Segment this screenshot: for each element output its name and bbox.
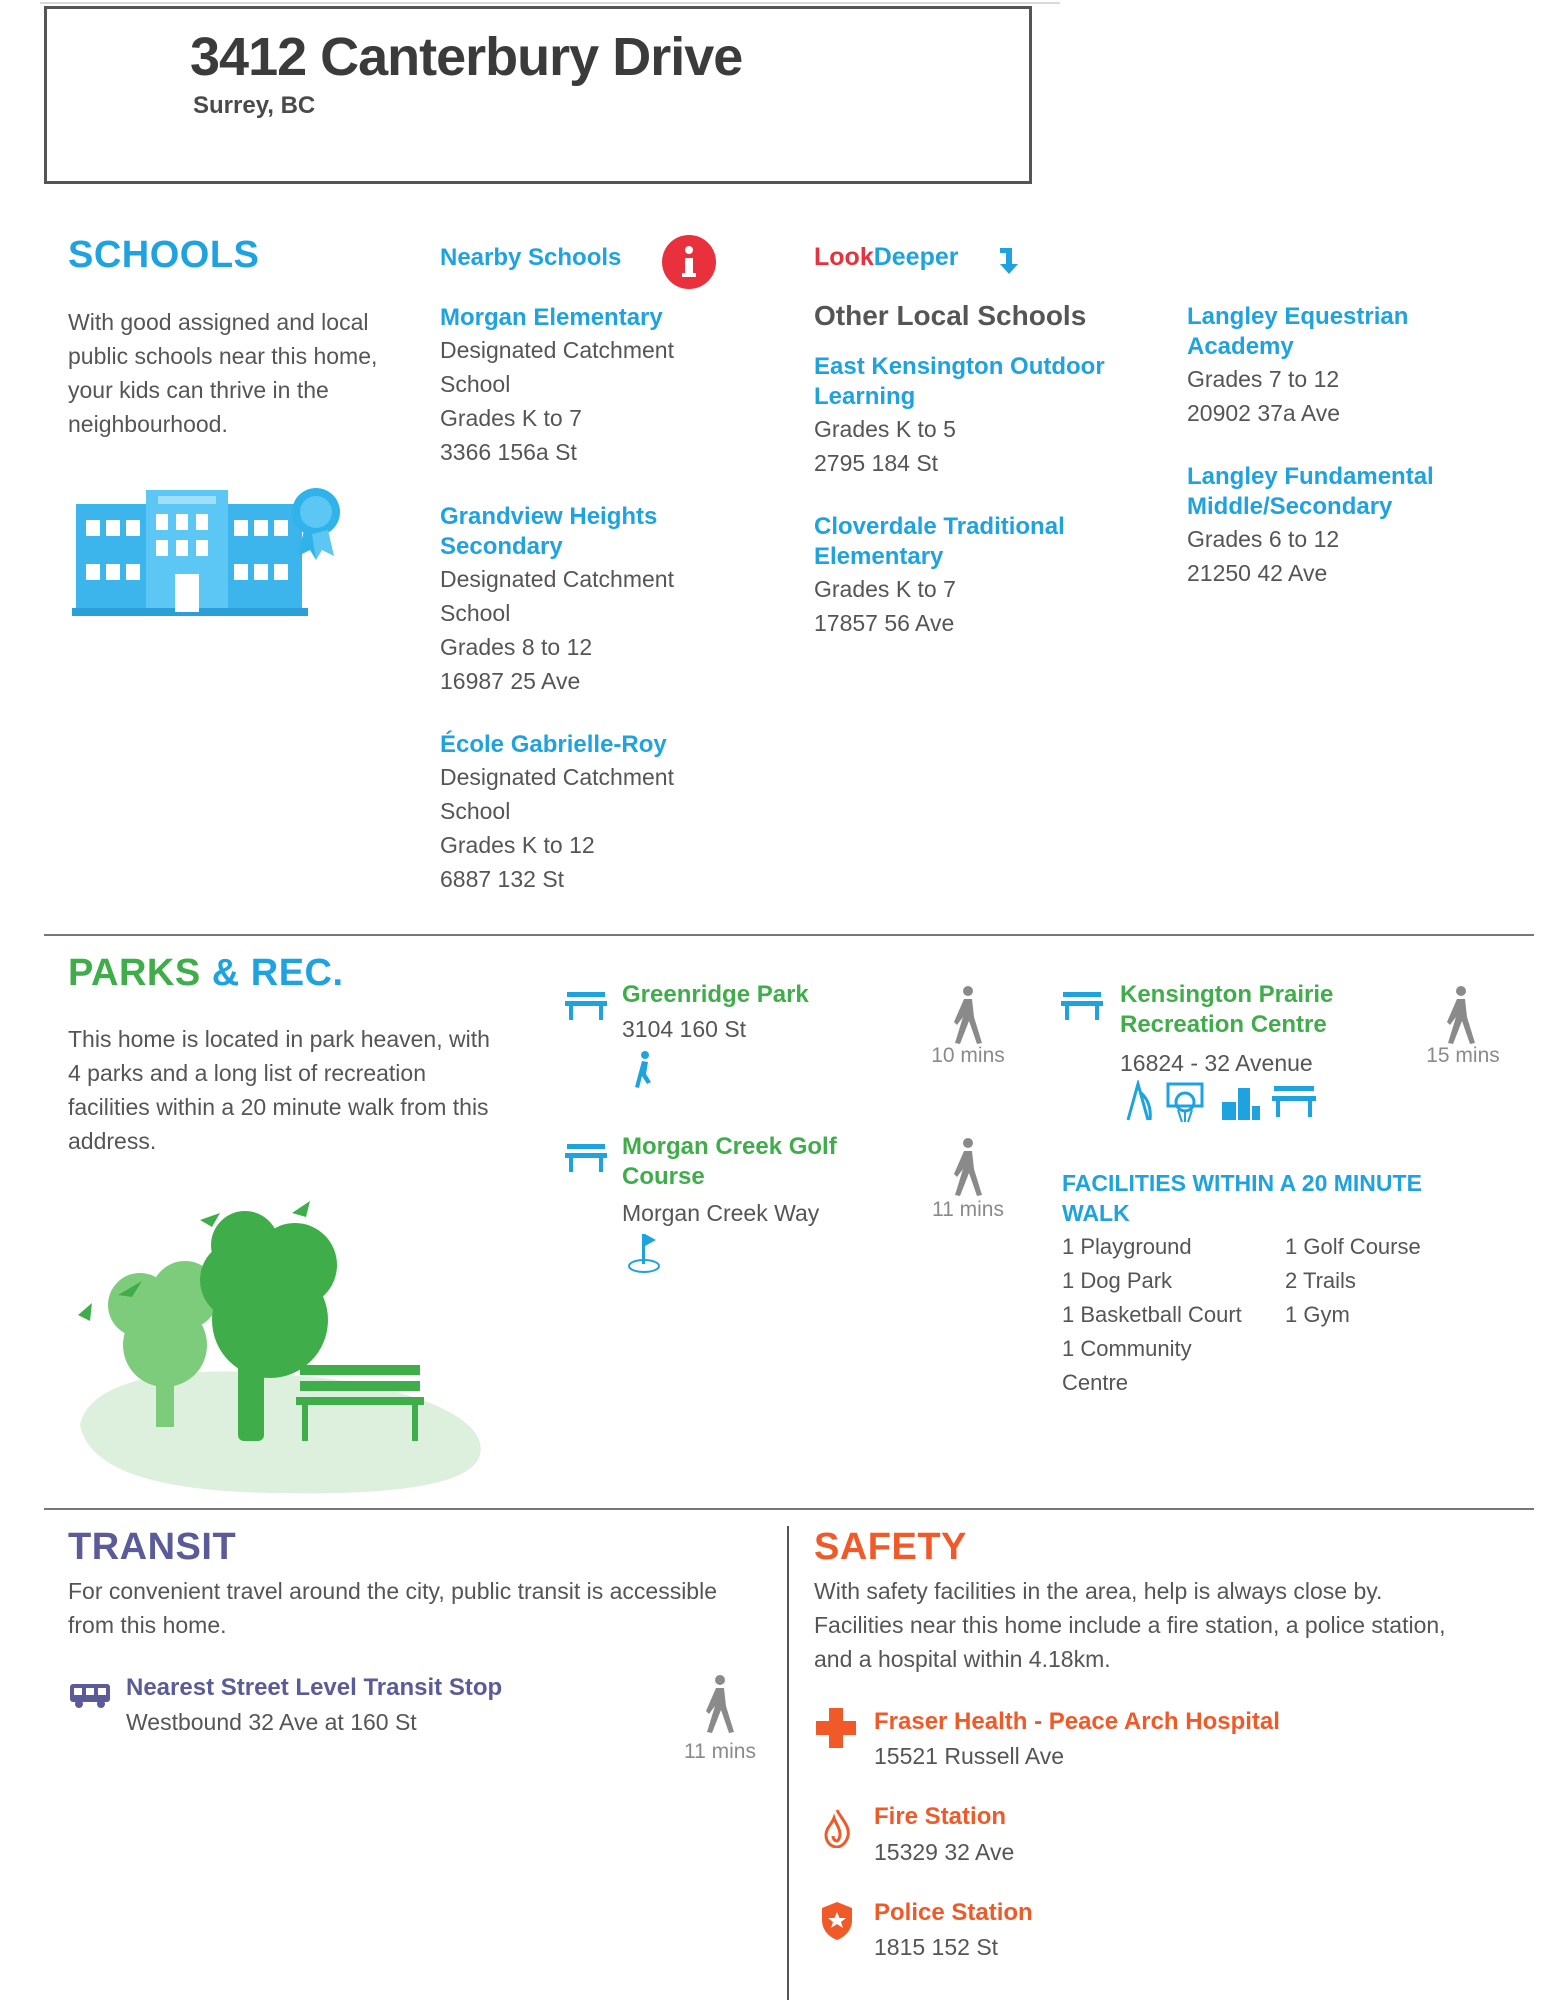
school-line: 17857 56 Ave <box>814 610 955 636</box>
school-line: 16987 25 Ave <box>440 668 581 694</box>
school-line: School <box>440 600 511 626</box>
parks-title <box>68 952 344 995</box>
school-line: 21250 42 Ave <box>1187 560 1328 586</box>
school-line: Grades K to 12 <box>440 832 595 858</box>
parks-title-a: PARKS <box>68 952 201 994</box>
school-line: 2795 184 St <box>814 450 939 476</box>
school-line: 3366 156a St <box>440 439 577 465</box>
school-line: Grades 8 to 12 <box>440 634 593 660</box>
park-name-block[interactable] <box>622 1132 837 1192</box>
school-line: Grades K to 7 <box>814 576 956 602</box>
school-name[interactable]: Langley Fundamental <box>1187 463 1434 490</box>
park-name-block[interactable] <box>1120 980 1333 1040</box>
school-name[interactable]: Langley Equestrian <box>1187 303 1409 330</box>
school-line: 6887 132 St <box>440 866 565 892</box>
other-schools-title: Other Local Schools <box>814 300 1087 331</box>
school-name[interactable]: Learning <box>814 383 916 410</box>
walk-time: 10 mins <box>931 1044 1005 1067</box>
nearby-schools-title: Nearby Schools <box>440 244 622 271</box>
safety-description <box>814 1574 1514 1676</box>
walk-time: 11 mins <box>684 1740 756 1763</box>
walking-icon <box>948 1137 988 1197</box>
school-name[interactable]: Elementary <box>814 543 944 570</box>
school-line: 20902 37a Ave <box>1187 400 1341 426</box>
transit-stop-title[interactable]: Nearest Street Level Transit Stop <box>126 1674 503 1701</box>
look-deeper-logo[interactable] <box>814 243 958 272</box>
safety-item-name[interactable]: Police Station <box>874 1899 1033 1926</box>
safety-item-name[interactable]: Fraser Health - Peace Arch Hospital <box>874 1708 1280 1735</box>
facilities-col-2 <box>1285 1230 1505 1332</box>
running-icon <box>632 1050 654 1090</box>
school-name[interactable]: Grandview Heights <box>440 503 658 530</box>
arrow-down-icon <box>996 244 1022 276</box>
other-school-1 <box>814 352 1154 480</box>
transit-stop-address: Westbound 32 Ave at 160 St <box>126 1709 417 1735</box>
park-address: Morgan Creek Way <box>622 1200 820 1226</box>
park-name[interactable]: Greenridge Park <box>622 981 809 1008</box>
school-line: Grades 6 to 12 <box>1187 526 1340 552</box>
park-illustration <box>70 1185 490 1505</box>
school-line: Grades K to 7 <box>440 405 582 431</box>
safety-item-address: 15329 32 Ave <box>874 1839 1015 1865</box>
other-school-4 <box>1187 462 1507 590</box>
school-line: Designated Catchment <box>440 566 674 592</box>
other-school-3 <box>1187 302 1507 430</box>
facility-icons <box>1124 1080 1324 1124</box>
park-address: 3104 160 St <box>622 1016 747 1042</box>
top-rule <box>40 2 1060 4</box>
column-divider <box>787 1526 789 2000</box>
safety-item-address: 1815 152 St <box>874 1934 999 1960</box>
other-school-2 <box>814 512 1154 640</box>
section-divider <box>44 1508 1534 1510</box>
school-name[interactable]: Secondary <box>440 533 563 560</box>
facilities-col-1 <box>1062 1230 1277 1400</box>
section-divider <box>44 934 1534 936</box>
walk-time: 15 mins <box>1426 1044 1500 1067</box>
facility-item: 1 Playground <box>1062 1234 1192 1259</box>
walking-icon <box>948 985 988 1045</box>
park-address: 16824 - 32 Avenue <box>1120 1050 1313 1076</box>
school-name[interactable]: Academy <box>1187 333 1294 360</box>
school-line: Grades 7 to 12 <box>1187 366 1340 392</box>
walking-icon <box>700 1674 740 1734</box>
park-name[interactable]: Recreation Centre <box>1120 1011 1327 1038</box>
bench-icon <box>1061 990 1103 1022</box>
safety-description-line: Facilities near this home include a fire station, a police station, <box>814 1612 1446 1638</box>
schools-title: SCHOOLS <box>68 234 260 276</box>
facility-item: 1 Dog Park <box>1062 1268 1173 1293</box>
safety-item-name[interactable]: Fire Station <box>874 1803 1007 1830</box>
walk-time: 11 mins <box>932 1198 1004 1221</box>
info-icon[interactable] <box>662 235 716 289</box>
school-name[interactable]: Morgan Elementary <box>440 304 663 331</box>
facilities-title-line: WALK <box>1062 1200 1130 1226</box>
hospital-cross-icon <box>816 1708 856 1748</box>
safety-description-line: With safety facilities in the area, help is always close by. <box>814 1578 1383 1604</box>
transit-title: TRANSIT <box>68 1526 237 1568</box>
school-line: School <box>440 371 511 397</box>
walking-icon <box>1441 985 1481 1045</box>
nearby-school-3 <box>440 730 740 896</box>
parks-description: This home is located in park heaven, with 4 parks and a long list of recreation facilities within a 20 minute walk from this address. <box>68 1026 490 1154</box>
park-name[interactable]: Kensington Prairie <box>1120 981 1334 1008</box>
nearby-school-2 <box>440 502 740 698</box>
park-name[interactable]: Course <box>622 1163 705 1190</box>
look-deeper-look: Look <box>814 243 874 271</box>
bench-icon <box>565 990 607 1022</box>
police-shield-icon <box>820 1900 854 1942</box>
nearby-school-1 <box>440 303 740 469</box>
school-line: Designated Catchment <box>440 764 674 790</box>
parks-title-b: & REC. <box>211 952 344 994</box>
address-title: 3412 Canterbury Drive <box>190 27 743 87</box>
school-name[interactable]: École Gabrielle-Roy <box>440 731 667 758</box>
safety-title: SAFETY <box>814 1526 967 1568</box>
address-city: Surrey, BC <box>193 92 316 119</box>
facilities-title <box>1062 1168 1422 1228</box>
bus-icon <box>68 1682 112 1710</box>
schools-description: With good assigned and local public schools near this home, your kids can thrive in the neighbourhood. <box>68 309 378 437</box>
safety-item-address: 15521 Russell Ave <box>874 1743 1065 1769</box>
transit-description-line: For convenient travel around the city, public transit is accessible <box>68 1578 717 1604</box>
look-deeper-deeper: Deeper <box>873 243 959 271</box>
school-building-icon <box>72 480 352 620</box>
safety-description-line: and a hospital within 4.18km. <box>814 1646 1111 1672</box>
facility-item: 1 Gym <box>1285 1302 1350 1327</box>
facility-item: 1 Community <box>1062 1336 1192 1361</box>
playground-basketball-gym-bench-icons <box>1124 1080 1324 1124</box>
school-name[interactable]: Middle/Secondary <box>1187 493 1393 520</box>
park-name[interactable]: Morgan Creek Golf <box>622 1133 837 1160</box>
transit-description-line: from this home. <box>68 1612 227 1638</box>
school-line: Designated Catchment <box>440 337 674 363</box>
school-line: School <box>440 798 511 824</box>
fire-icon <box>822 1808 852 1848</box>
bench-icon <box>565 1142 607 1174</box>
facility-item: Centre <box>1062 1370 1129 1395</box>
transit-description <box>68 1574 778 1642</box>
school-name[interactable]: Cloverdale Traditional <box>814 513 1065 540</box>
facility-item: 1 Golf Course <box>1285 1234 1421 1259</box>
school-name[interactable]: East Kensington Outdoor <box>814 353 1105 380</box>
facilities-title-line: FACILITIES WITHIN A 20 MINUTE <box>1062 1170 1422 1196</box>
school-line: Grades K to 5 <box>814 416 956 442</box>
facility-item: 1 Basketball Court <box>1062 1302 1242 1327</box>
facility-item: 2 Trails <box>1285 1268 1356 1293</box>
golf-icon <box>626 1232 662 1274</box>
